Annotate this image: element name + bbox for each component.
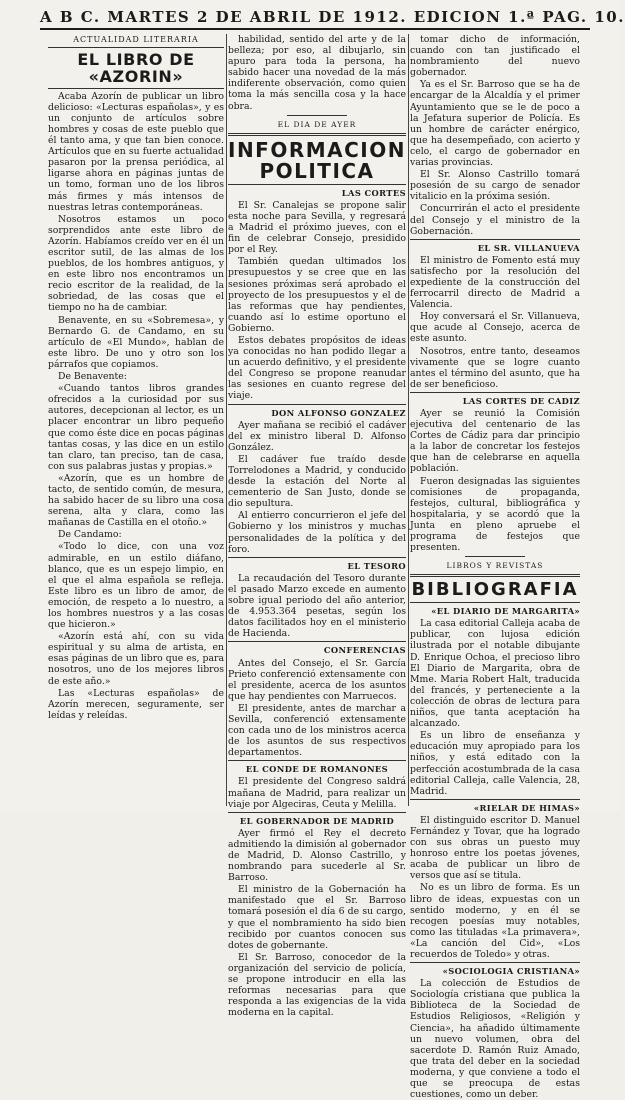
paragraph: Hoy conversará el Sr. Villanueva, que acude al Consejo, acerca de este asunto.	[410, 311, 580, 345]
divider	[48, 47, 224, 48]
paragraph: El distinguido escritor D. Manuel Fernández y Tovar, que ha logrado con sus obras un puesto muy honroso entre los poetas jóvenes, acaba de publicar un libro de versos que así se titula.	[410, 814, 580, 882]
paragraph: El ministro de la Gobernación ha manifestado que el Sr. Barroso tomará posesión el día 6 de su cargo, y que el nombramiento ha sido bien recibido por cuantos conocen sus dotes de gobernante.	[228, 884, 406, 951]
subsection-title: «RIELAR DE HIMAS»	[473, 802, 580, 813]
paragraph: Ya es el Sr. Barroso que se ha de encargar de la Alcaldía y el primer Ayuntamiento que se le de poco a la Jefatura superior de Policía. Es un hombre de carácter enérgico, que ha desempeñado, con acierto y celo, el cargo de gobernador en varias provincias.	[410, 79, 580, 169]
paragraph: tomar dicho de información, cuando con tan justificado el nombramiento del nuevo gobernador.	[410, 34, 580, 79]
paragraph: De Benavente:	[58, 371, 127, 383]
subsection-title: DON ALFONSO GONZALEZ	[271, 407, 406, 418]
paragraph: «Todo lo dice, con una voz admirable, en un estilo diáfano, blanco, que es un espejo limpio, en el que el alma española se refleja. Este libro es un libro de amor, de emoción, de respeto a lo nuestro, a los hombres nuestros y a las cosas que hicieron.»	[48, 541, 224, 631]
paragraph: «Azorín, que es un hombre de tacto, de sentido común, de mesura, ha sabido hacer de su libro una cosa serena, alta y clara, como las mañanas de Castilla en el otoño.»	[48, 472, 224, 529]
column-2	[228, 34, 406, 1019]
paragraph: «Azorín está ahí, con su vida espiritual y su alma de artista, en esas páginas de un libro que es, para nosotros, uno de los mejores libros de este año.»	[48, 631, 224, 687]
paragraph: Ayer se reunió la Comisión ejecutiva del centenario de las Cortes de Cádiz para dar principio a la labor de concretar los festejos que han de celebrarse en aquella población.	[410, 408, 580, 475]
paragraph: El ministro de Fomento está muy satisfecho por la resolución del expediente de la construcción del ferrocarril directo de Madrid a Valencia.	[410, 254, 580, 311]
divider	[228, 557, 406, 558]
divider	[410, 962, 580, 963]
section-headline: INFORMACION POLITICA	[228, 137, 406, 183]
paragraph: La colección de Estudios de Sociología cristiana que publica la Biblioteca de la Sociedad de Estudios Religiosos, «Religión y Ciencia», ha añadido últimamente un nuevo volumen, obra del sacerdote D. Ramón Ruiz Amado, que trata del deber en la sociedad moderna, y que conviene a todo el que se preocupa de estas cuestiones, como un deber.	[410, 978, 580, 1100]
paragraph: También quedan ultimados los presupuestos y se cree que en las sesiones próximas será aprobado el proyecto de los presupuestos y el de las reformas que hay pendientes, cuando así lo estime oportuno el Gobierno.	[228, 256, 406, 334]
divider	[228, 133, 406, 136]
section-body	[410, 239, 580, 554]
divider	[228, 760, 406, 761]
column-rule	[226, 34, 227, 806]
paragraph: El presidente del Congreso saldrá mañana de Madrid, para realizar un viaje por Algeciras, Ceuta y Melilla.	[228, 776, 406, 810]
divider	[410, 799, 580, 800]
divider	[410, 392, 580, 393]
paragraph: El Sr. Barroso, conocedor de la organización del servicio de policía, se propone introducir en ella las reformas necesarias para que responda a las exigencias de la vida moderna en la capital.	[228, 951, 406, 1019]
subsection-title: LAS CORTES DE CADIZ	[462, 395, 580, 406]
paragraph: La recaudación del Tesoro durante el pasado Marzo excede en aumento sobre igual periodo del año anterior, de 4.953.364 pesetas, según los datos facilitados hoy en el ministerio de Hacienda.	[228, 572, 406, 640]
paragraph: El presidente, antes de marchar a Sevilla, conferenció extensamente con cada uno de los ministros acerca de los asuntos de sus respectivos departamentos.	[228, 702, 406, 759]
paragraph: El Sr. Alonso Castrillo tomará posesión de su cargo de senador vitalicio en la próxima sesión.	[410, 169, 580, 203]
paragraph: Concurrirán el acto el presidente del Consejo y el ministro de la Gobernación.	[410, 203, 580, 237]
paragraph: Es un libro de enseñanza y educación muy apropiado para los niños, y está editado con la perfección acostumbrada de la casa editorial Calleja, calle Valencia, 28, Madrid.	[410, 730, 580, 797]
bibliography-body	[410, 602, 580, 1100]
subsection-title: «SOCIOLOGIA CRISTIANA»	[442, 966, 580, 977]
paragraph: De Candamo:	[58, 529, 122, 541]
divider	[228, 641, 406, 642]
separator-label: LIBROS Y REVISTAS	[446, 561, 544, 571]
paragraph: Acaba Azorín de publicar un libro delicioso: «Lecturas españolas», y es un conjunto de artículos sobre hombres y cosas de este pueblo que él tanto ama, y que tan bien conoce. Artículos que en su fuerte actualidad pasaron por la prensa periódica, al ligarse ahora en páginas juntas de un tomo, forman uno de los libros más firmes y más intensos de nuestras letras contemporáneas.	[48, 90, 224, 213]
divider	[228, 404, 406, 405]
divider	[48, 88, 224, 89]
subsection-title: «EL DIARIO DE MARGARITA»	[431, 606, 580, 617]
subsection-title: EL SR. VILLANUEVA	[477, 242, 580, 253]
paragraph: Nosotros estamos un poco sorprendidos ante este libro de Azorín. Habíamos creído ver en él un escritor sutil, de las almas de los pueblos, de los hombres antiguos, y en este libro nos encontramos un recio escritor de la realidad, de la sobriedad, de las cosas que el tiempo no ha de cambiar.	[48, 213, 224, 314]
paragraph: Ayer firmó el Rey el decreto admitiendo la dimisión al gobernador de Madrid, D. Alonso Castrillo, y nombrando para sucederle al Sr. Barroso.	[228, 827, 406, 884]
section-body	[228, 184, 406, 1019]
paragraph: No es un libro de forma. Es un libro de ideas, expuestas con un sentido moderno, y en él se recogen poesías muy notables, como las tituladas «La primavera», «La canción del Cid», «Los recuerdos de Toledo» y otras.	[410, 882, 580, 961]
paragraph: Estos debates propósitos de ideas ya conocidas no han podido llegar a un acuerdo definitivo, y el presidente del Congreso se propone reanudar las sesiones en cuanto regrese del viaje.	[228, 334, 406, 402]
divider	[410, 602, 580, 603]
subsection-title: CONFERENCIAS	[323, 645, 406, 656]
divider	[228, 812, 406, 813]
column-3	[410, 34, 580, 1100]
divider	[410, 574, 580, 577]
subsection-title: LAS CORTES	[341, 187, 406, 198]
day-label: EL DIA DE AYER	[277, 119, 357, 129]
article-continuation	[410, 34, 580, 237]
paragraph: Nosotros, entre tanto, deseamos vivamente que se logre cuanto antes el término del asunto, que ha de ser beneficioso.	[410, 345, 580, 390]
article-headline: EL LIBRO DE «AZORIN»	[77, 50, 195, 86]
section-label: ACTUALIDAD LITERARIA	[73, 35, 199, 44]
paragraph: El Sr. Canalejas se propone salir esta noche para Sevilla, y regresará a Madrid el próximo jueves, con el fin de celebrar Consejo, presidido por el Rey.	[228, 199, 406, 256]
column-1	[48, 34, 224, 806]
subsection-title: EL GOBERNADOR DE MADRID	[239, 815, 395, 826]
paragraph: Al entierro concurrieron el jefe del Gobierno y los ministros y muchas personalidades de la política y del foro.	[228, 510, 406, 555]
divider	[465, 556, 525, 557]
paragraph: Fueron designadas las siguientes comisiones de propaganda, festejos, cultural, bibliográfica y hospitalaria, y se acordó que la Junta en pleno apruebe el programa de festejos que presenten.	[410, 475, 580, 554]
divider	[410, 239, 580, 240]
divider	[287, 115, 347, 116]
divider	[228, 184, 406, 185]
subsection-title: EL CONDE DE ROMANONES	[245, 764, 389, 775]
article-body	[48, 91, 224, 721]
paragraph: Las «Lecturas españolas» de Azorín merecen, seguramente, ser leídas y releídas.	[48, 687, 224, 721]
paragraph: «Cuando tantos libros grandes ofrecidos a la curiosidad por sus autores, decepcionan al lector, es un placer encontrar un libro pequeño que como éste dice en pocas páginas tantas cosas, y las dice en un estilo tan claro, tan preciso, tan de casa, con sus palabras justas y propias.»	[48, 383, 224, 472]
paragraph: El cadáver fue traído desde Torrelodones a Madrid, y conducido desde la estación del Norte al cementerio de San Justo, donde se dio sepultura.	[228, 453, 406, 510]
paragraph: Antes del Consejo, el Sr. García Prieto conferenció extensamente con el presidente, acerca de los asuntos que hay pendientes con Marruecos.	[228, 657, 406, 702]
running-head: A B C. MARTES 2 DE ABRIL DE 1912. EDICION 1.ª PAG. 10.	[40, 4, 590, 30]
paragraph: Benavente, en su «Sobremesa», y Bernardo G. de Candamo, en su artículo de «El Mundo», hablan de este libro. De uno y otro son los párrafos que copiamos.	[48, 314, 224, 370]
column-rule	[408, 34, 409, 806]
bibliography-headline: BIBLIOGRAFIA	[411, 579, 579, 601]
paragraph: Ayer mañana se recibió el cadáver del ex ministro liberal D. Alfonso González.	[228, 419, 406, 453]
article-continuation: habilidad, sentido del arte y de la belleza; por eso, al dibujarlo, sin apuro para toda la persona, ha sabido hacer una novedad de la más indiferente observación, como quien toma la más sencilla cosa y la hace obra.	[228, 34, 406, 112]
subsection-title: EL TESORO	[347, 560, 406, 571]
paragraph: La casa editorial Calleja acaba de publicar, con lujosa edición ilustrada por el notable dibujante D. Enrique Ochoa, el precioso libro El Diario de Margarita, obra de Mme. Maria Robert Halt, traducida del francés, y perteneciente a la colección de obras de lectura para niños, que tanta aceptación ha alcanzado.	[410, 618, 580, 730]
